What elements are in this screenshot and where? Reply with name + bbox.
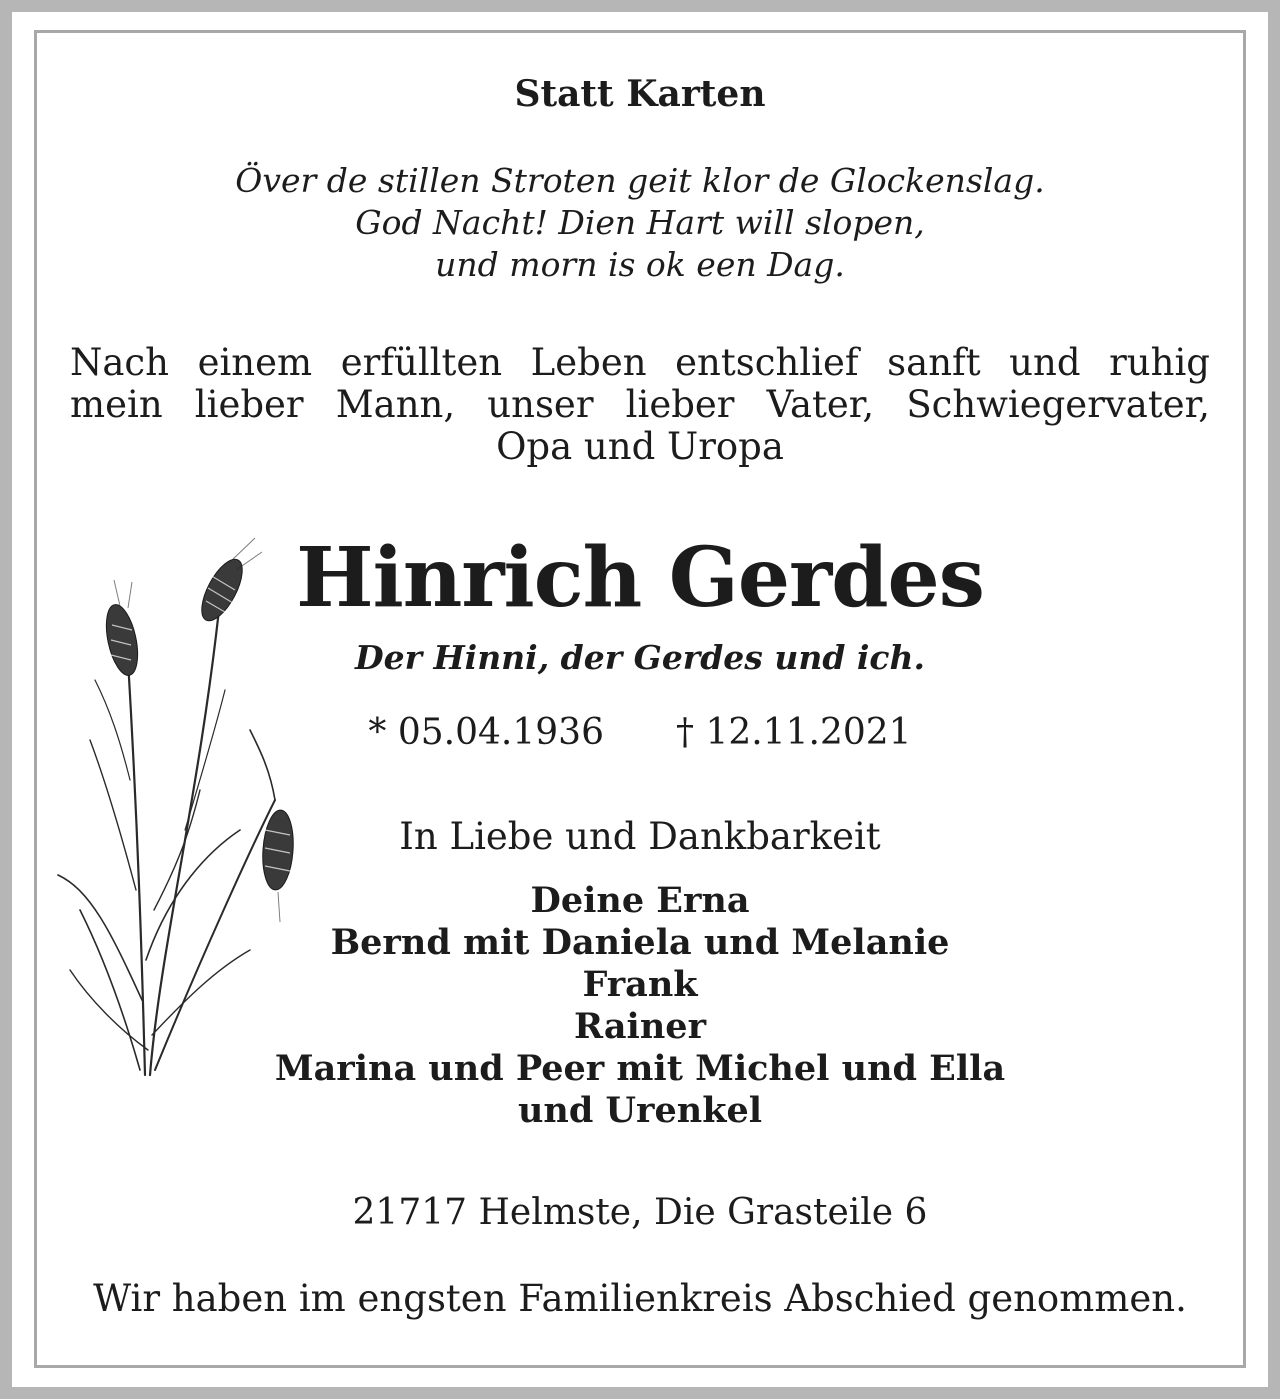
- family-member: Deine Erna: [530, 880, 750, 921]
- intro-text: [70, 342, 1210, 468]
- poem-line: und morn is ok een Dag.: [435, 245, 845, 284]
- life-dates: [0, 710, 1280, 756]
- nickname: Der Hinni, der Gerdes und ich.: [354, 638, 925, 677]
- family-member: Marina und Peer mit Michel und Ella: [274, 1048, 1006, 1089]
- family-list: [0, 880, 1280, 1132]
- intro-line: mein lieber Mann, unser lieber Vater, Schwiegervater,: [70, 383, 1210, 426]
- family-member: und Urenkel: [517, 1090, 763, 1131]
- poem-line: God Nacht! Dien Hart will slopen,: [355, 203, 925, 242]
- family-member: Frank: [582, 964, 698, 1005]
- poem: [0, 160, 1280, 286]
- closing-note: Wir haben im engsten Familienkreis Abschied genommen.: [93, 1277, 1187, 1320]
- dedication: In Liebe und Dankbarkeit: [399, 815, 881, 858]
- birth-date: * 05.04.1936: [368, 712, 604, 753]
- poem-line: Över de stillen Stroten geit klor de Glockenslag.: [235, 161, 1045, 200]
- family-member: Rainer: [573, 1006, 707, 1047]
- deceased-name: Hinrich Gerdes: [296, 530, 984, 626]
- death-date: † 12.11.2021: [676, 712, 912, 753]
- family-member: Bernd mit Daniela und Melanie: [330, 922, 950, 963]
- notice-heading: Statt Karten: [514, 73, 766, 115]
- intro-line: Nach einem erfüllten Leben entschlief sanft und ruhig: [70, 341, 1210, 384]
- address: 21717 Helmste, Die Grasteile 6: [352, 1192, 928, 1233]
- intro-line: Opa und Uropa: [496, 425, 784, 468]
